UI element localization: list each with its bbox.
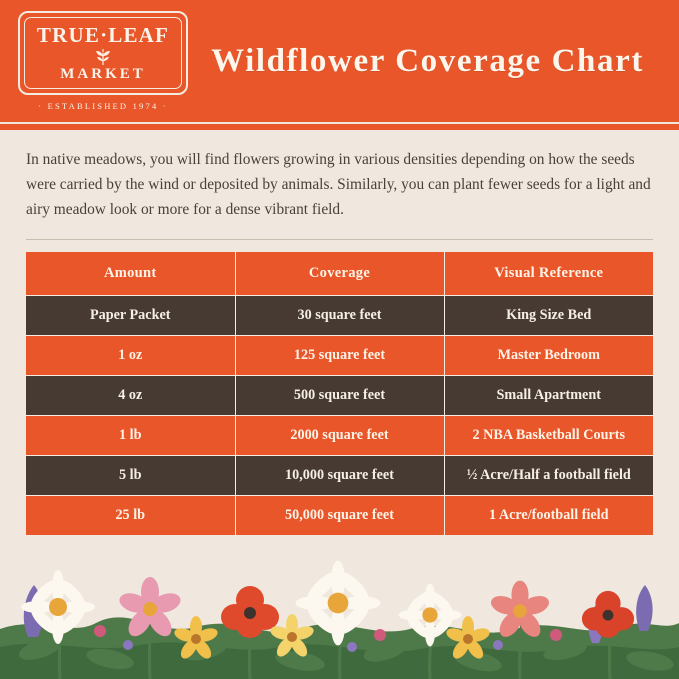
logo-name-line2: MARKET [60,65,146,82]
cell-coverage: 2000 square feet [235,415,444,455]
column-header-amount: Amount [26,252,235,296]
wheat-sheaf-icon [90,48,116,66]
cell-amount: Paper Packet [26,295,235,335]
cell-reference: King Size Bed [444,295,653,335]
cell-reference: ½ Acre/Half a football field [444,455,653,495]
coverage-table [26,252,653,535]
cell-reference: Master Bedroom [444,335,653,375]
column-header-visual-reference: Visual Reference [444,252,653,296]
intro-divider [26,239,653,240]
cell-coverage: 50,000 square feet [235,495,444,535]
table-body [26,295,653,535]
cell-amount: 25 lb [26,495,235,535]
table-header-row [26,252,653,296]
cell-reference: 1 Acre/football field [444,495,653,535]
cell-coverage: 10,000 square feet [235,455,444,495]
cell-coverage: 30 square feet [235,295,444,335]
cell-reference: Small Apartment [444,375,653,415]
cell-coverage: 125 square feet [235,335,444,375]
table-row [26,455,653,495]
table-row [26,495,653,535]
table-head [26,252,653,296]
table-row [26,335,653,375]
cell-coverage: 500 square feet [235,375,444,415]
cell-amount: 1 oz [26,335,235,375]
coverage-table-wrapper [26,252,653,535]
header-rule [0,122,679,130]
intro-paragraph: In native meadows, you will find flowers growing in various densities depending on how the seeds were carried by the wind or deposited by animals. Similarly, you can plant fewer seeds for a light and airy meadow look or more for a dense vibrant field. [26,151,651,218]
logo-established: · ESTABLISHED 1974 · [38,101,168,111]
brand-logo [0,11,200,111]
table-row [26,415,653,455]
cell-amount: 5 lb [26,455,235,495]
logo-frame [18,11,188,95]
cell-reference: 2 NBA Basketball Courts [444,415,653,455]
page-title: Wildflower Coverage Chart [211,42,644,79]
table-row [26,295,653,335]
page-header [0,0,679,122]
logo-name-line1: TRUE·LEAF [36,22,170,47]
wildflower-border-illustration [0,519,679,679]
cell-amount: 4 oz [26,375,235,415]
table-row [26,375,653,415]
column-header-coverage: Coverage [235,252,444,296]
cell-amount: 1 lb [26,415,235,455]
